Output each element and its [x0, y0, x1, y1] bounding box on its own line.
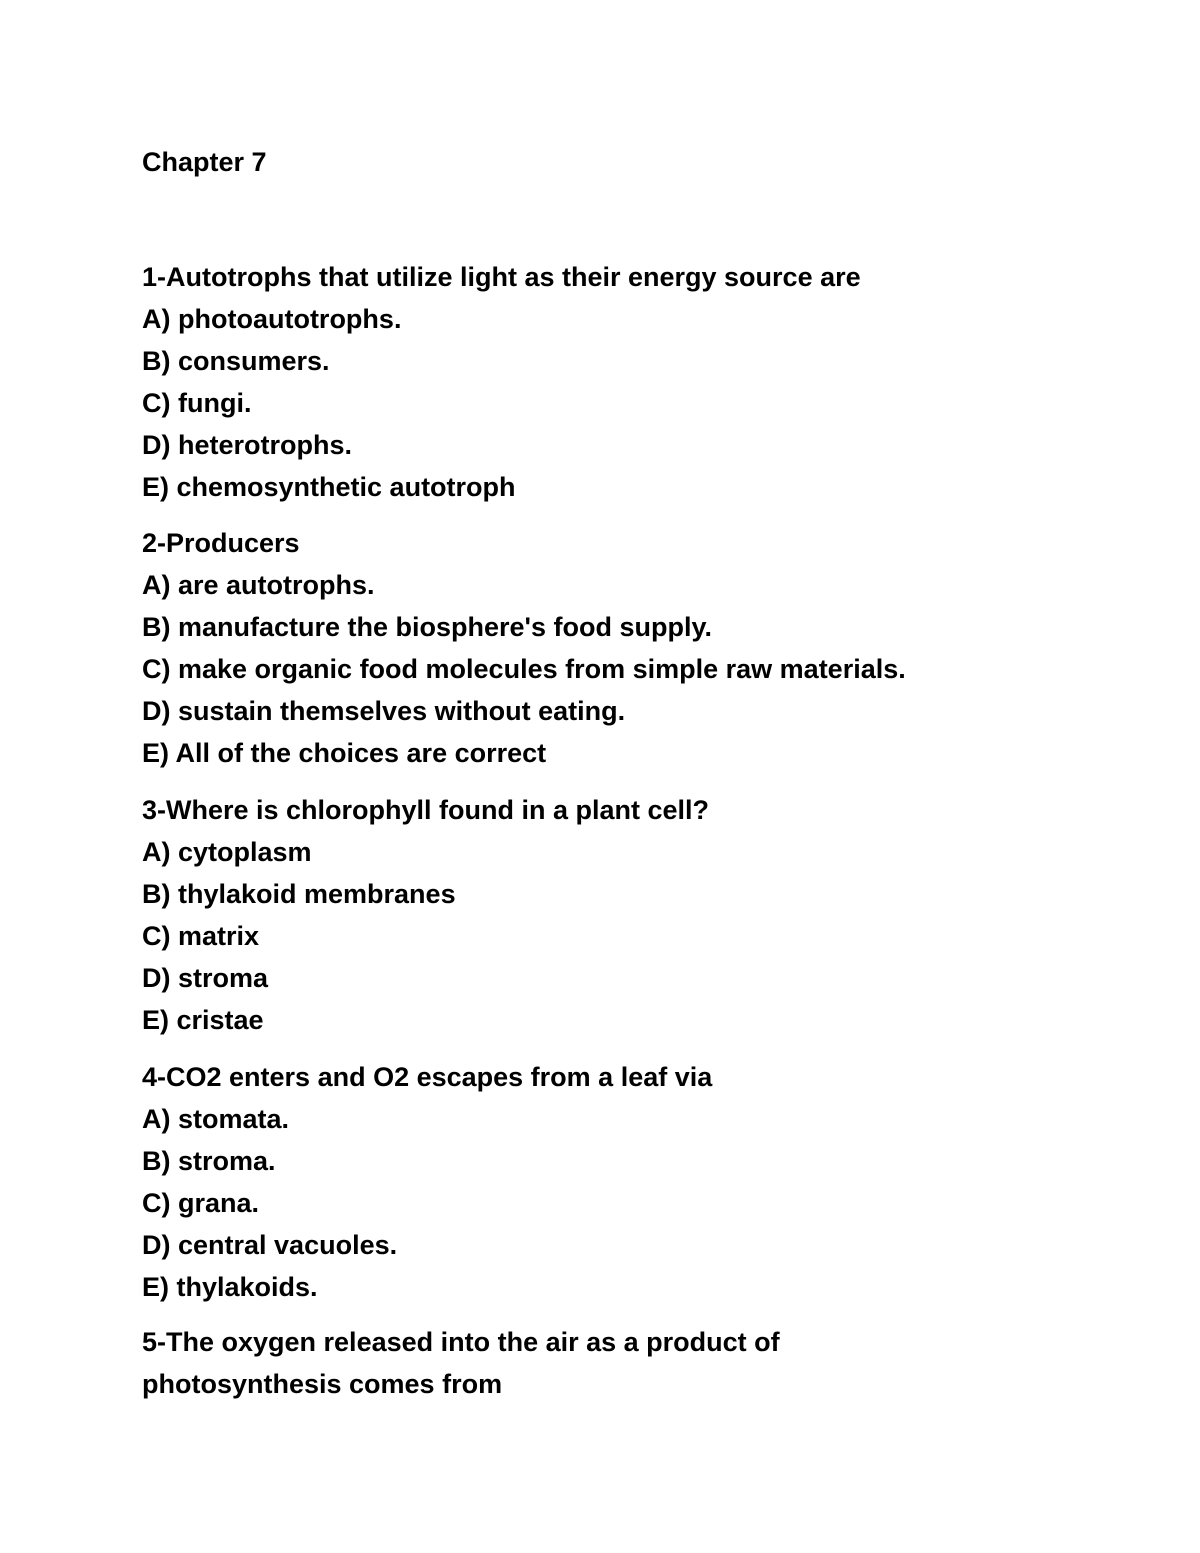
question-4-option-c: C) grana.	[142, 1188, 260, 1218]
question-5-text-line-2: photosynthesis comes from	[142, 1369, 503, 1399]
question-5	[142, 1321, 1102, 1405]
question-3-option-e: E) cristae	[142, 1005, 264, 1035]
question-2-option-c: C) make organic food molecules from simple raw materials.	[142, 654, 906, 684]
question-3-option-d: D) stroma	[142, 963, 269, 993]
question-3	[142, 789, 1102, 1041]
question-4-option-d: D) central vacuoles.	[142, 1230, 398, 1260]
question-1-option-e: E) chemosynthetic autotroph	[142, 472, 516, 502]
question-4-option-a: A) stomata.	[142, 1104, 290, 1134]
question-4	[142, 1056, 1102, 1308]
question-1-option-b: B) consumers.	[142, 346, 330, 376]
question-3-option-c: C) matrix	[142, 921, 260, 951]
question-1-option-a: A) photoautotrophs.	[142, 304, 402, 334]
question-1-option-c: C) fungi.	[142, 388, 252, 418]
question-1	[142, 256, 1102, 508]
question-2-option-e: E) All of the choices are correct	[142, 738, 547, 768]
question-1-option-d: D) heterotrophs.	[142, 430, 353, 460]
question-2-option-d: D) sustain themselves without eating.	[142, 696, 626, 726]
question-2-options	[142, 564, 1102, 774]
question-2	[142, 522, 1102, 774]
question-1-text: 1-Autotrophs that utilize light as their energy source are	[142, 262, 861, 292]
question-3-option-b: B) thylakoid membranes	[142, 879, 456, 909]
question-2-text: 2-Producers	[142, 528, 300, 558]
question-1-options	[142, 298, 1102, 508]
question-3-text: 3-Where is chlorophyll found in a plant cell?	[142, 795, 710, 825]
question-3-options	[142, 831, 1102, 1041]
question-3-option-a: A) cytoplasm	[142, 837, 312, 867]
question-4-options	[142, 1098, 1102, 1308]
question-2-option-a: A) are autotrophs.	[142, 570, 375, 600]
question-4-text: 4-CO2 enters and O2 escapes from a leaf via	[142, 1062, 713, 1092]
question-4-option-b: B) stroma.	[142, 1146, 276, 1176]
question-5-text-line-1: 5-The oxygen released into the air as a product of	[142, 1327, 780, 1357]
question-4-option-e: E) thylakoids.	[142, 1272, 318, 1302]
question-2-option-b: B) manufacture the biosphere's food supply.	[142, 612, 712, 642]
page-title: Chapter 7	[142, 147, 267, 177]
